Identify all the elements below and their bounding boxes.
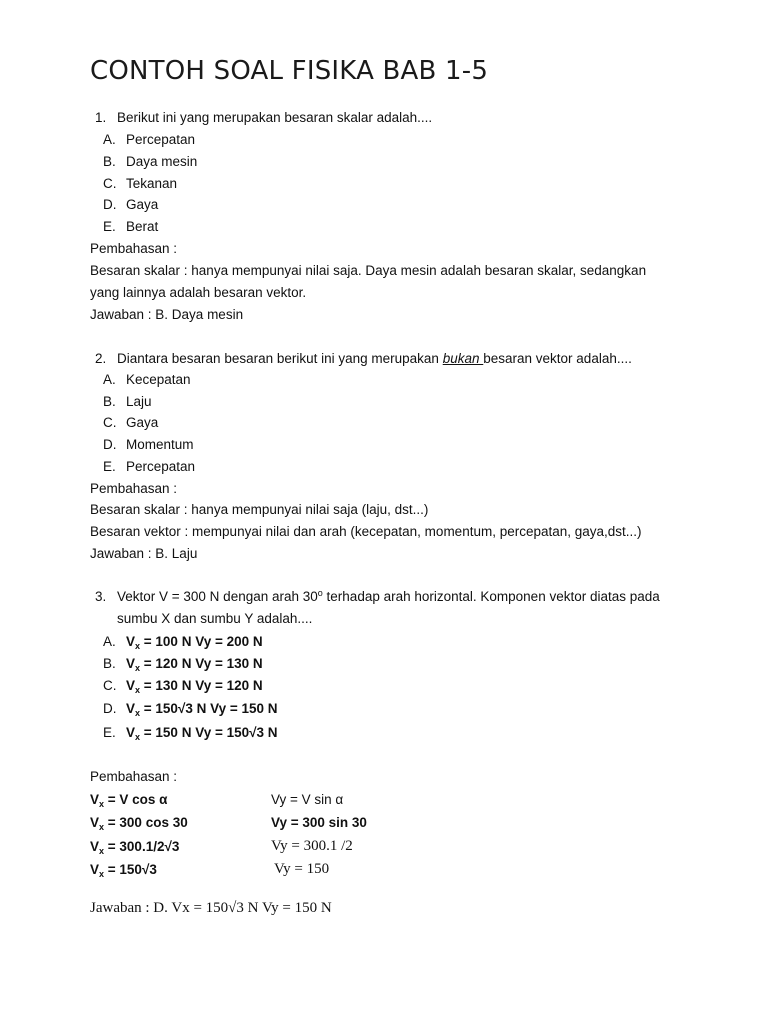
subscript-x: x [99, 822, 105, 832]
q2-option-e-letter: E. [103, 459, 116, 474]
q1-option-c-text: Tekanan [126, 176, 178, 191]
q3-step-4-right: Vy = 150 [274, 861, 330, 877]
q1-option-d-letter: D. [103, 197, 117, 212]
step-value: = 300.1/2√3 [104, 839, 180, 854]
q3-step-3-left [90, 838, 179, 856]
question-3-number: 3. [95, 589, 107, 604]
q2-pembahasan-label: Pembahasan : [90, 481, 178, 496]
degree-symbol: o [317, 588, 323, 598]
question-3-text-line-2: sumbu X dan sumbu Y adalah.... [117, 611, 313, 626]
step-value: = V cos α [104, 792, 168, 807]
q3-option-b-letter: B. [103, 656, 116, 671]
vector-symbol: V [90, 862, 100, 877]
q3-step-4-left [90, 861, 157, 879]
q1-option-a-letter: A. [103, 132, 116, 147]
option-value: = 120 N Vy = 130 N [140, 656, 263, 671]
option-value: = 100 N Vy = 200 N [140, 634, 263, 649]
question-2-text-after: besaran vektor adalah.... [483, 351, 632, 366]
q3-step-2-right: Vy = 300 sin 30 [271, 815, 367, 830]
vector-symbol: V [126, 725, 136, 740]
q1-option-d-text: Gaya [126, 197, 159, 212]
q1-explanation-line-2: yang lainnya adalah besaran vektor. [90, 285, 307, 300]
q3-option-d-text [126, 700, 278, 718]
q1-option-c-letter: C. [103, 176, 117, 191]
subscript-x: x [135, 641, 141, 651]
q3-option-b-text [126, 655, 263, 673]
subscript-x: x [135, 732, 141, 742]
q3-option-a-letter: A. [103, 634, 116, 649]
q2-explanation-line-1: Besaran skalar : hanya mempunyai nilai saja (laju, dst...) [90, 502, 429, 517]
subscript-x: x [99, 846, 105, 856]
q1-option-b-letter: B. [103, 154, 116, 169]
q2-option-b-letter: B. [103, 394, 116, 409]
q2-option-c-text: Gaya [126, 415, 159, 430]
question-1-number: 1. [95, 110, 107, 125]
page-title: CONTOH SOAL FISIKA BAB 1-5 [90, 56, 489, 86]
q1-option-a-text: Percepatan [126, 132, 196, 147]
q3-option-c-letter: C. [103, 678, 117, 693]
subscript-x: x [135, 685, 141, 695]
q2-option-e-text: Percepatan [126, 459, 196, 474]
question-3-text-1b: terhadap arah horizontal. Komponen vektor diatas pada [322, 589, 660, 604]
step-value: = 150√3 [104, 862, 157, 877]
q3-answer: Jawaban : D. Vx = 150√3 N Vy = 150 N [90, 900, 332, 916]
q3-option-d-letter: D. [103, 701, 117, 716]
question-2-text-bukan: bukan [442, 351, 484, 366]
option-value: = 150 N Vy = 150√3 N [140, 725, 278, 740]
q2-option-c-letter: C. [103, 415, 117, 430]
vector-symbol: V [126, 656, 136, 671]
q2-option-a-text: Kecepatan [126, 372, 191, 387]
q1-option-e-letter: E. [103, 219, 116, 234]
q1-option-e-text: Berat [126, 219, 159, 234]
question-3-text-line-1 [117, 588, 660, 606]
question-3-text-1a: Vektor V = 300 N dengan arah 30 [117, 589, 318, 604]
q1-answer: Jawaban : B. Daya mesin [90, 307, 244, 322]
question-1-text: Berikut ini yang merupakan besaran skalar adalah.... [117, 110, 433, 125]
subscript-x: x [135, 708, 141, 718]
q1-explanation-line-1: Besaran skalar : hanya mempunyai nilai saja. Daya mesin adalah besaran skalar, sedangkan [90, 263, 647, 278]
vector-symbol: V [90, 815, 100, 830]
vector-symbol: V [126, 634, 136, 649]
option-value: = 150√3 N Vy = 150 N [140, 701, 278, 716]
q1-option-b-text: Daya mesin [126, 154, 198, 169]
vector-symbol: V [90, 839, 100, 854]
question-2-number: 2. [95, 351, 107, 366]
q2-option-d-text: Momentum [126, 437, 194, 452]
question-2-text [117, 350, 632, 368]
step-value: = 300 cos 30 [104, 815, 188, 830]
q3-option-a-text [126, 633, 263, 651]
q2-option-a-letter: A. [103, 372, 116, 387]
q3-option-c-text [126, 677, 263, 695]
q3-step-2-left [90, 814, 188, 832]
q2-explanation-line-2: Besaran vektor : mempunyai nilai dan arah (kecepatan, momentum, percepatan, gaya,dst...) [90, 524, 642, 539]
q2-option-b-text: Laju [126, 394, 152, 409]
question-2-text-before: Diantara besaran besaran berikut ini yang merupakan [117, 351, 443, 366]
option-value: = 130 N Vy = 120 N [140, 678, 263, 693]
vector-symbol: V [126, 701, 136, 716]
q3-step-3-right: Vy = 300.1 /2 [271, 838, 353, 854]
subscript-x: x [99, 799, 105, 809]
q3-option-e-text [126, 724, 278, 742]
q2-answer: Jawaban : B. Laju [90, 546, 198, 561]
q3-option-e-letter: E. [103, 725, 116, 740]
q3-step-1-right: Vy = V sin α [271, 792, 344, 807]
subscript-x: x [99, 869, 105, 879]
subscript-x: x [135, 663, 141, 673]
q2-option-d-letter: D. [103, 437, 117, 452]
q1-pembahasan-label: Pembahasan : [90, 241, 178, 256]
vector-symbol: V [90, 792, 100, 807]
q3-step-1-left [90, 791, 167, 809]
vector-symbol: V [126, 678, 136, 693]
q3-pembahasan-label: Pembahasan : [90, 769, 178, 784]
